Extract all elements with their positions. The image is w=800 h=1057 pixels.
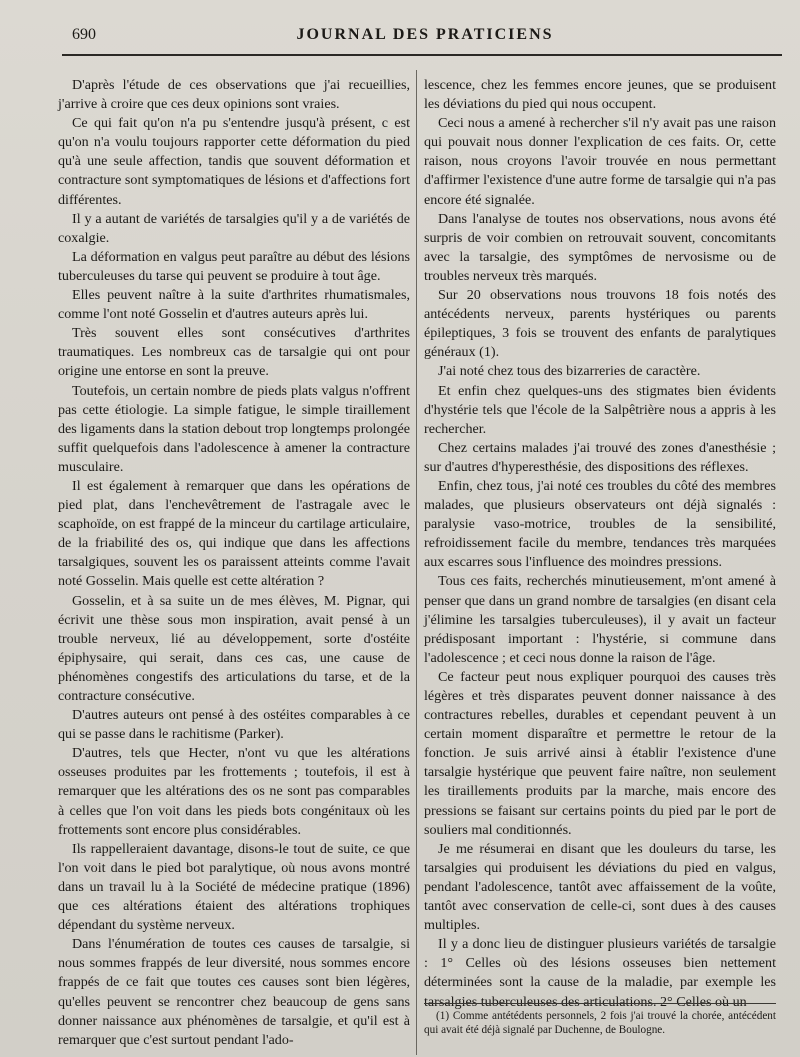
- paragraph: Gosselin, et à sa suite un de mes élèves, M. Pignar, qui écrivit une thèse sous mon inspiration, avait pensé à un trouble nerveux, lié au développement, sorte d'ostéite épiphysaire, qui serait, dans ces cas, une cause de phénomènes congestifs des articulations du tarse, et de la contracture consécutive.: [58, 592, 410, 704]
- journal-title: JOURNAL DES PRATICIENS: [296, 26, 554, 43]
- paragraph: D'autres auteurs ont pensé à des ostéites comparables à ce qui se passe dans le rachitisme (Parker).: [58, 707, 410, 743]
- paragraph: Il y a donc lieu de distinguer plusieurs variétés de tarsalgie : 1° Celles où des lésions osseuses bien nettement déterminées sont la cause de la maladie, par exemple les tarsalgies tuberculeuses des articulations. 2° Celles où un: [424, 936, 776, 1010]
- paragraph: Enfin, chez tous, j'ai noté ces troubles du côté des membres malades, que plusieurs observateurs ont déjà signalés : paralysie vaso-motrice, troubles de la sensibilité, refroidissement facile du membre, tendances très marquées aux escarres sous l'influence des moindres pressions.: [424, 477, 776, 571]
- paragraph: D'après l'étude de ces observations que j'ai recueillies, j'arrive à croire que ces deux opinions sont vraies.: [58, 77, 410, 113]
- paragraph: Très souvent elles sont consécutives d'arthrites traumatiques. Les nombreux cas de tarsalgie qui ont pour origine une entorse en sont la preuve.: [58, 325, 410, 380]
- left-column: [58, 76, 410, 1050]
- page-number: 690: [72, 26, 96, 43]
- paragraph: Ce facteur peut nous expliquer pourquoi des causes très légères et très disparates peuvent donner naissance à des contractures rebelles, durables et cependant peuvent à un certain moment disparaître et permettre le retour de la fonction. Je suis arrivé ainsi à établir l'existence d'une tarsalgie hystérique que peuvent faire naître, non seulement les tiraillements produits par la marche, mais encore des pressions se faisant sur certains points du pied par le port de souliers mal conditionnés.: [424, 668, 776, 838]
- paragraph: Ceci nous a amené à rechercher s'il n'y avait pas une raison qui pouvait nous donner l'explication de ces faits. Or, cette raison, nous croyons l'avoir trouvée en nous permettant d'affirmer l'existence d'une autre forme de tarsalgie qui n'a pas encore été signalée.: [424, 115, 776, 208]
- paragraph: Et enfin chez quelques-uns des stigmates bien évidents d'hystérie tels que l'école de la Salpêtrière nous a appris à les rechercher.: [424, 382, 776, 437]
- paragraph: Toutefois, un certain nombre de pieds plats valgus n'offrent pas cette étiologie. La simple fatigue, le simple tiraillement des ligaments dans la station debout trop longtemps prolongée suffit quelquefois dans l'adolescence à amener la contracture musculaire.: [58, 382, 410, 475]
- paragraph: Dans l'analyse de toutes nos observations, nous avons été surpris de voir combien on retrouvait souvent, concomitants avec la tarsalgie, des symptômes de nervosisme ou de troubles nerveux très marqués.: [424, 210, 776, 284]
- paragraph: D'autres, tels que Hecter, n'ont vu que les altérations osseuses produites par les frottements ; toutefois, il est à remarquer que les altérations des os ne sont pas comparables à celles que l'on voit dans les pieds bots congénitaux où les frottements sont encore plus considérables.: [58, 745, 410, 838]
- paragraph: Dans l'énumération de toutes ces causes de tarsalgie, si nous sommes frappés de leur diversité, nous sommes encore frappés de ce fait que toutes ces causes sont bien légères, qu'elles peuvent se rencontrer chez beaucoup de gens sans donner naissance aux phénomènes de tarsalgie, et qu'il est à remarquer que c'est surtout pendant l'ado-: [58, 936, 410, 1048]
- paragraph-continued: lescence, chez les femmes encore jeunes, que se produisent les déviations du pied qui nous occupent.: [424, 77, 776, 113]
- paragraph: Chez certains malades j'ai trouvé des zones d'anesthésie ; sur d'autres d'hyperesthésie, des dispositions des réflexes.: [424, 439, 776, 475]
- column-divider: [416, 70, 417, 1055]
- header-rule: [62, 54, 782, 56]
- paragraph: Ils rappelleraient davantage, disons-le tout de suite, ce que l'on voit dans le pied bot paralytique, où nous avons montré dans un travail lu à la Société de médecine pratique (1896) que ces altérations étaient des altérations trophiques dépendant du système nerveux.: [58, 840, 410, 934]
- paragraph: Sur 20 observations nous trouvons 18 fois notés des antécédents nerveux, parents hystériques ou parents épileptiques, 3 fois se trouvent des enfants de paralytiques généraux (1).: [424, 287, 776, 361]
- footnote: [424, 1010, 776, 1037]
- paragraph: La déformation en valgus peut paraître au début des lésions tuberculeuses du tarse qui peuvent se produire à tout âge.: [58, 248, 410, 284]
- paragraph: Je me résumerai en disant que les douleurs du tarse, les tarsalgies qui produisent les déviations du pied en valgus, pendant l'adolescence, tantôt avec affaissement de la voûte, tantôt avec conservation de celle-ci, sont dues à des causes multiples.: [424, 840, 776, 934]
- page-header: [72, 26, 778, 48]
- right-column: [424, 76, 776, 1012]
- footnote-text: (1) Comme antétédents personnels, 2 fois j'ai trouvé la chorée, antécédent qui avait été déjà signalé par Duchenne, de Boulogne.: [424, 1010, 776, 1036]
- footnote-rule: [424, 1003, 776, 1004]
- paragraph: Tous ces faits, recherchés minutieusement, m'ont amené à penser que dans un grand nombre de tarsalgies (en disant cela j'élimine les tarsalgies tuberculeuses), il y avait un facteur prédisposant important : l'hystérie, si commune dans l'adolescence ; et ceci nous donne la raison de l'âge.: [424, 573, 776, 666]
- paragraph: Ce qui fait qu'on n'a pu s'entendre jusqu'à présent, c est qu'on n'a voulu toujours rapporter cette déformation du pied qu'à une seule affection, tandis que souvent déformation et contracture sont symptomatiques de lésions et d'affections fort différentes.: [58, 115, 410, 208]
- paragraph: J'ai noté chez tous des bizarreries de caractère.: [438, 363, 701, 380]
- paragraph: Elles peuvent naître à la suite d'arthrites rhumatismales, comme l'ont noté Gosselin et d'autres auteurs après lui.: [58, 287, 410, 323]
- paragraph: Il est également à remarquer que dans les opérations de pied plat, dans l'enchevêtrement de l'astragale avec le scaphoïde, on est frappé de la minceur du cartilage articulaire, de la friabilité des os, qui indique que dans les affections tarsalgiques, souvent les os paraissent atteints comme l'avait noté Gosselin. Mais quelle est cette altération ?: [58, 477, 410, 590]
- paragraph: Il y a autant de variétés de tarsalgies qu'il y a de variétés de coxalgie.: [58, 210, 410, 246]
